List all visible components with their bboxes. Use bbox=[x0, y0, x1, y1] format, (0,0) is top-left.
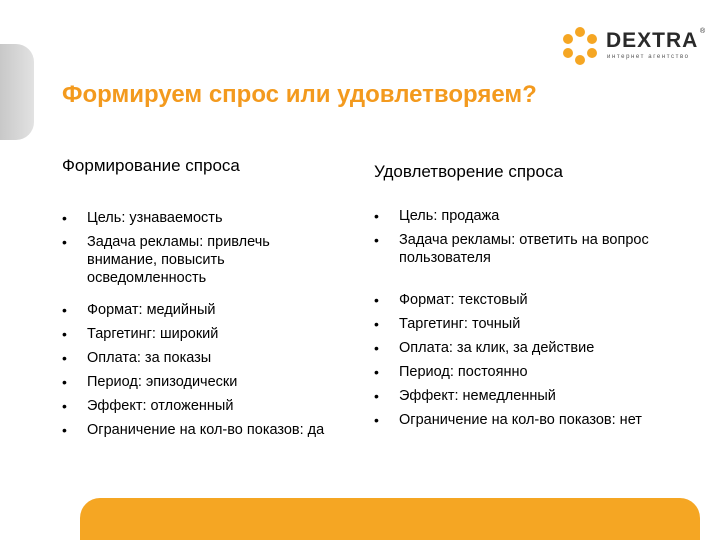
left-params-list bbox=[62, 301, 342, 439]
logo-tagline: интернет агентство bbox=[607, 54, 690, 60]
list-item: • Задача рекламы: ответить на вопрос пользователя bbox=[374, 232, 649, 266]
bullet-icon: • bbox=[62, 210, 67, 226]
bullet-icon: • bbox=[374, 232, 379, 248]
list-item: • Формат: текстовый bbox=[374, 292, 528, 308]
logo-registered-mark: ® bbox=[700, 28, 706, 35]
list-item: • Цель: продажа bbox=[374, 208, 500, 224]
bullet-icon: • bbox=[62, 350, 67, 366]
list-item: • Эффект: немедленный bbox=[374, 388, 556, 404]
list-item: • Период: постоянно bbox=[374, 364, 528, 380]
bullet-icon: • bbox=[374, 388, 379, 404]
list-item: • Цель: узнаваемость bbox=[62, 210, 223, 226]
list-item: • Формат: медийный bbox=[62, 302, 216, 318]
left-column-header: Формирование спроса bbox=[62, 156, 240, 175]
bullet-icon: • bbox=[62, 422, 67, 438]
bullet-icon: • bbox=[374, 364, 379, 380]
list-item: • Таргетинг: точный bbox=[374, 316, 521, 332]
list-item: • Таргетинг: широкий bbox=[62, 326, 219, 342]
left-column bbox=[62, 155, 342, 445]
bullet-icon: • bbox=[62, 326, 67, 342]
right-column-header: Удовлетворение спроса bbox=[374, 162, 563, 181]
list-item: • Ограничение на кол-во показов: нет bbox=[374, 412, 642, 428]
list-item: • Период: эпизодически bbox=[62, 374, 238, 390]
bullet-icon: • bbox=[374, 412, 379, 428]
bullet-icon: • bbox=[374, 292, 379, 308]
bullet-icon: • bbox=[62, 302, 67, 318]
list-item: • Задача рекламы: привлечь внимание, повысить осведомленность bbox=[62, 234, 270, 286]
right-goal-list bbox=[374, 207, 714, 267]
bullet-icon: • bbox=[62, 234, 67, 250]
list-item: • Оплата: за клик, за действие bbox=[374, 340, 595, 356]
right-column bbox=[374, 155, 714, 435]
left-decorative-tab bbox=[0, 44, 34, 140]
left-goal-list bbox=[62, 209, 342, 287]
bullet-icon: • bbox=[62, 398, 67, 414]
bullet-icon: • bbox=[374, 340, 379, 356]
list-item: • Оплата: за показы bbox=[62, 350, 212, 366]
bottom-accent-bar bbox=[80, 498, 700, 540]
slide-title: Формируем спрос или удовлетворяем? bbox=[62, 81, 537, 108]
bullet-icon: • bbox=[374, 316, 379, 332]
dextra-logo bbox=[560, 26, 710, 66]
logo-wordmark: DEXTRA bbox=[606, 29, 699, 52]
list-item: • Эффект: отложенный bbox=[62, 398, 234, 414]
list-item: • Ограничение на кол-во показов: да bbox=[62, 422, 325, 438]
bullet-icon: • bbox=[62, 374, 67, 390]
bullet-icon: • bbox=[374, 208, 379, 224]
right-params-list bbox=[374, 291, 714, 429]
logo-gear-icon bbox=[560, 26, 600, 66]
